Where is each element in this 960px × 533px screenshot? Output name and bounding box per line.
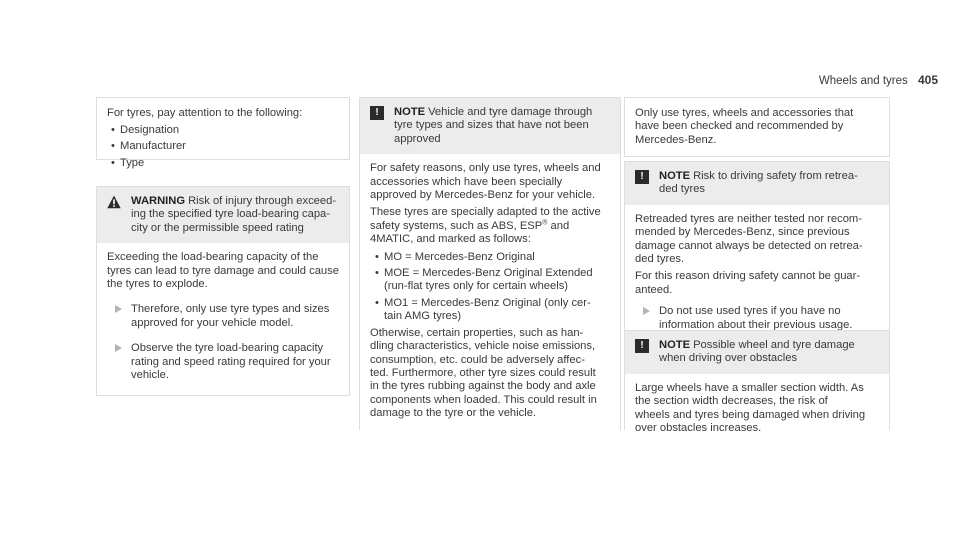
bullet-dot: •	[111, 124, 115, 136]
action-arrow-icon	[115, 344, 122, 352]
action-arrow-icon	[115, 305, 122, 313]
column-1	[96, 97, 350, 382]
note-heading: ! NOTE Risk to driving safety from retrea- ded tyres	[625, 162, 889, 205]
warning-title: Risk of injury through exceed-	[188, 195, 337, 207]
note-body	[625, 374, 889, 449]
attention-list	[106, 124, 346, 170]
list-item: • MOE = Mercedes-Benz Original Extended (run-flat tyres only for certain wheels)	[375, 267, 593, 293]
note-body	[360, 154, 620, 433]
action-arrow-icon	[643, 307, 650, 315]
recommendation-text: Only use tyres, wheels and accessories that have been checked and recommended by Mercedes-Benz.	[635, 107, 854, 146]
note-paragraph: For safety reasons, only use tyres, wheels and accessories which have been specially approved by Mercedes-Benz for your vehicle.	[370, 162, 601, 202]
section-title: Wheels and tyres	[818, 75, 908, 87]
note-box-retreaded	[624, 161, 890, 342]
exclamation-square-icon: !	[370, 106, 384, 120]
column-3	[624, 97, 890, 435]
note-body	[625, 205, 889, 341]
warning-keyword: WARNING	[131, 195, 186, 207]
note-title: Vehicle and tyre damage through	[428, 106, 593, 118]
column-2	[359, 97, 621, 430]
warning-triangle-icon	[107, 195, 121, 209]
bullet-dot: •	[375, 267, 379, 280]
note-keyword: NOTE	[659, 170, 691, 182]
list-item: • MO = Mercedes-Benz Original	[375, 250, 535, 263]
note-paragraph: Otherwise, certain properties, such as han- dling characteristics, vehicle noise emissions, consumption, etc. could be adversely affec- ted. Furthermore, other tyre sizes could result in the tyres rubbing against the body and axle components when loaded. This could result in damage to the tyre or the vehicle.	[370, 326, 597, 420]
note-heading: ! NOTE Possible wheel and tyre damage when driving over obstacles	[625, 331, 889, 374]
marking-list	[370, 251, 610, 324]
intro-text: For tyres, pay attention to the following:	[107, 107, 303, 119]
warning-body	[97, 243, 349, 395]
note-title: Possible wheel and tyre damage	[693, 339, 855, 351]
note-keyword: NOTE	[394, 106, 426, 118]
warning-text: Exceeding the load-bearing capacity of the tyres can lead to tyre damage and could cause the tyres to explode.	[107, 251, 339, 291]
list-item: • MO1 = Mercedes-Benz Original (only cer- tain AMG tyres)	[375, 296, 591, 323]
action-step: Observe the tyre load-bearing capacity rating and speed rating required for your vehicle.	[107, 342, 339, 382]
list-item: • Designation	[111, 124, 180, 136]
note-box-obstacles	[624, 330, 890, 435]
note-paragraph: Retreaded tyres are neither tested nor recom- mended by Mercedes-Benz, since previous damage cannot always be detected on retrea- ded tyres.	[635, 212, 863, 266]
bullet-dot: •	[111, 140, 115, 153]
exclamation-square-icon: !	[635, 339, 649, 353]
bullet-dot: •	[375, 250, 379, 263]
list-item: • Type	[111, 156, 145, 169]
exclamation-square-icon: !	[635, 170, 649, 184]
note-paragraph: Large wheels have a smaller section width. As the section width decreases, the risk of wheels and tyres being damaged when driving over obstacles increases.	[635, 381, 866, 435]
list-item: • Manufacturer	[111, 140, 186, 153]
note-title: Risk to driving safety from retrea-	[693, 170, 858, 182]
bullet-dot: •	[111, 156, 115, 169]
action-step: Do not use used tyres if you have no information about their previous usage.	[635, 305, 879, 332]
recommendation-box	[624, 97, 890, 157]
note-box-tyre-damage	[359, 97, 621, 430]
warning-heading: WARNING Risk of injury through exceed- ing the specified tyre load-bearing capa- city or the permissible speed rating	[97, 187, 349, 243]
note-paragraph: These tyres are specially adapted to the active safety systems, such as ABS, ESP® and 4MATIC, and marked as follows:	[370, 206, 601, 246]
note-paragraph: For this reason driving safety cannot be guar- anteed.	[635, 270, 861, 296]
warning-box	[96, 186, 350, 396]
page-number: 405	[917, 73, 938, 87]
attention-list-wrap	[106, 123, 346, 173]
registered-mark: ®	[542, 219, 548, 227]
action-step: Therefore, only use tyre types and sizes approved for your vehicle model.	[107, 303, 339, 330]
note-heading: ! NOTE Vehicle and tyre damage through tyre types and sizes that have not been approved	[360, 98, 620, 154]
note-keyword: NOTE	[659, 339, 691, 351]
running-head	[819, 74, 938, 88]
bullet-dot: •	[375, 296, 379, 309]
